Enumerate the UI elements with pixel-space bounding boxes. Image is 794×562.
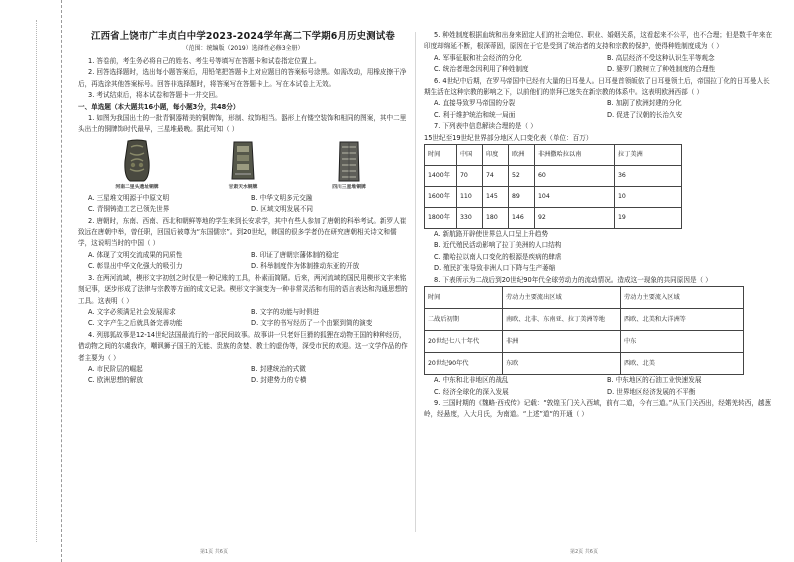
- table-cell: 20世纪90年代: [425, 353, 503, 375]
- q4-option-b[interactable]: B. 封建统治的式微: [251, 364, 306, 373]
- table-cell: 74: [483, 166, 509, 187]
- figure-sanxingdui: [303, 139, 395, 192]
- q1-option-d[interactable]: D. 区域文明发展不同: [251, 205, 314, 214]
- q1-figures: [78, 136, 408, 193]
- table-row: [425, 187, 682, 208]
- table-header-cell: 欧洲: [509, 145, 535, 166]
- q5-option-b[interactable]: B. 高层经济不受这种认识生平等观念: [607, 53, 715, 62]
- table-cell: 1400年: [425, 166, 457, 187]
- q1-options: [78, 193, 408, 216]
- q3-options: [78, 307, 408, 330]
- q8-option-b[interactable]: B. 中东地区的石油工业快速发展: [607, 376, 702, 385]
- table-cell: 20世纪七八十年代: [425, 331, 503, 353]
- q2-stem: 2. 唐朝时，东南、西南、西北和朝鲜等地的学生来到长安求学，其中有些人参加了唐朝的科举考试。新罗人崔致远在唐朝中举，曾任职，回国后被尊为“东国儒宗”。到20世纪，韩国的很多学者仍在研究唐朝相关诗文和儒学，这说明当时的中国（ ）: [78, 216, 407, 248]
- figure-erlitou: [91, 139, 183, 192]
- binding-margin: [0, 0, 62, 562]
- table-cell: 89: [509, 187, 535, 208]
- q6-option-d[interactable]: D. 促进了汉朝的长治久安: [607, 110, 683, 119]
- q8-option-c[interactable]: C. 经济全球化的深入发展: [434, 387, 509, 396]
- q2-option-a[interactable]: A. 体现了文明交流成果的同质性: [88, 250, 183, 259]
- figure-caption-1: 河南二里头遗址铜牌: [115, 184, 159, 190]
- table-cell: 330: [457, 208, 483, 229]
- table-cell: 西欧、北美: [621, 353, 744, 375]
- column-divider: [415, 32, 416, 532]
- table-header-cell: 拉丁美洲: [615, 145, 682, 166]
- q1-option-b[interactable]: B. 中华文明多元交融: [251, 193, 313, 202]
- q7-stem: 7. 下列表中信息解读合理的是（ ）: [434, 122, 537, 131]
- table-cell: 中东: [621, 331, 744, 353]
- q6-option-a[interactable]: A. 直接导致罗马帝国的分裂: [434, 99, 516, 108]
- table-cell: 南欧、北非、东南亚、拉丁美洲等地: [503, 309, 621, 331]
- table-cell: 10: [615, 187, 682, 208]
- q8-stem: 8. 下表所示为二战后到20世纪90年代全球劳动力的流动情况。造成这一现象的共同原因是（ ）: [434, 275, 712, 284]
- table-cell: 二战后初期: [425, 309, 503, 331]
- q3-option-a[interactable]: A. 文字必须满足社会发展需求: [88, 307, 176, 316]
- table-cell: 145: [483, 187, 509, 208]
- q4-stem: 4. 列那狐故事是12-14世纪法国最流行的一部民间故事。故事讲一只老奸巨猾的狐狸在动物王国的种种经历，借动物之间的尔虞我诈，嘲讽狮子国王的无能、贵族的贪婪、教士的虚伪等，深受市民的欢迎。这一文学作品的作者主要为（ ）: [78, 330, 408, 362]
- note-3: 3. 考试结束后，将本试卷和答题卡一并交回。: [88, 91, 222, 100]
- q8-option-d[interactable]: D. 世界地区经济发展的不平衡: [607, 387, 696, 396]
- q4-option-c[interactable]: C. 欧洲思想的解放: [88, 376, 143, 385]
- table-cell: 60: [535, 166, 615, 187]
- table-cell: 1800年: [425, 208, 457, 229]
- labor-flow-table: [424, 286, 744, 375]
- table-header-cell: 劳动力主要流入区域: [621, 287, 744, 309]
- table-cell: 东欧: [503, 353, 621, 375]
- table-cell: 52: [509, 166, 535, 187]
- table-header-cell: 劳动力主要流出区域: [503, 287, 621, 309]
- q7-option-a[interactable]: A. 新航路开辟使世界总人口呈上升趋势: [434, 230, 549, 239]
- q6-option-b[interactable]: B. 加剧了欧洲封建的分化: [607, 99, 682, 108]
- q4-option-d[interactable]: D. 封建势力的专横: [251, 376, 307, 385]
- right-column: [424, 30, 774, 421]
- section-heading: 一、单选题（本大题共16小题，每小题3分，共48分）: [78, 102, 240, 111]
- table-cell: 36: [615, 166, 682, 187]
- table-cell: 110: [457, 187, 483, 208]
- q8-options: [424, 375, 774, 398]
- q5-option-a[interactable]: A. 军事征服和社会经济的分化: [434, 53, 522, 62]
- figure-caption-3: 四川三星堆铜牌: [332, 184, 366, 190]
- exam-title: 江西省上饶市广丰贞白中学2023-2024学年高二下学期6月历史测试卷: [91, 31, 395, 42]
- q3-option-c[interactable]: C. 文字产生之后就具备完善功能: [88, 319, 183, 328]
- table-row: [425, 166, 682, 187]
- table-row: [425, 208, 682, 229]
- table-cell: 19: [615, 208, 682, 229]
- q1-option-c[interactable]: C. 青铜铸造工艺已领先世界: [88, 205, 170, 214]
- figure-caption-2: 甘肃天水铜牌: [228, 184, 258, 190]
- bronze-plaque-sanxingdui: [337, 139, 361, 183]
- table-row: [425, 353, 744, 375]
- table-cell: 1600年: [425, 187, 457, 208]
- q2-option-c[interactable]: C. 彰显出中华文化强大的吸引力: [88, 262, 183, 271]
- population-table: [424, 144, 682, 229]
- bronze-plaque-erlitou: [122, 139, 152, 183]
- q7-option-b[interactable]: B. 近代殖民活动影响了拉丁美洲的人口结构: [434, 241, 562, 250]
- q7-option-c[interactable]: C. 撒哈拉以南人口变化的根源是疾病的肆虐: [434, 252, 562, 261]
- table-header-row: [425, 287, 744, 309]
- table-header-cell: 时间: [425, 145, 457, 166]
- table-cell: 180: [483, 208, 509, 229]
- bronze-plaque-tianshui: [229, 139, 257, 183]
- q2-option-b[interactable]: B. 印证了唐朝宗藩体制的稳定: [251, 250, 339, 259]
- table-cell: 西欧、北美和大洋洲等: [621, 309, 744, 331]
- q3-option-d[interactable]: D. 文字的书写经历了一个由繁到简的演变: [251, 319, 373, 328]
- note-2: 2. 回答选择题时，选出每小题答案后，用铅笔把答题卡上对应题目的答案标号涂黑。如需改动，用橡皮擦干净后，再选涂其他答案标号。回答非选择题时，将答案写在答题卡上。写在本试卷上无效。: [78, 68, 407, 88]
- q5-option-c[interactable]: C. 统治者理念因利用了种姓制度: [434, 65, 529, 74]
- table-cell: 146: [509, 208, 535, 229]
- q3-option-b[interactable]: B. 文字的功能与时俱进: [251, 307, 320, 316]
- q4-options: [78, 364, 408, 387]
- table-cell: 非洲: [503, 331, 621, 353]
- exam-subtitle: （范围：统编版（2019）选择性必修3全册）: [182, 45, 304, 52]
- q9-stem: 9. 三国时期的《魏略·西戎传》记载：“敦煌玉门关入西域，前有二道，今有三道。”从玉门关西出，经婼羌转西，越葱岭，经悬度，入大月氏，为南道。“上述”道“的开通（ ）: [424, 398, 772, 419]
- q5-stem: 5. 种姓制度根据血统和出身来固定人们的社会地位、职业、婚姻关系，这看起来不公平，也不合理；但是数千年来在印度却绵延不断，根深蒂固，原因在于它是受到了统治者的支持和宗教的保护，使得种姓制度成为（ ）: [424, 31, 773, 51]
- table-cell: 70: [457, 166, 483, 187]
- q7-option-d[interactable]: D. 殖民扩张导致非洲人口下降与生产萎缩: [434, 264, 556, 273]
- q7-table-caption: 15世纪至19世纪世界部分地区人口变化表（单位：百万）: [424, 133, 593, 142]
- figure-tianshui: [197, 139, 289, 192]
- table-header-cell: 中国: [457, 145, 483, 166]
- q8-option-a[interactable]: A. 中东和北非地区的战乱: [434, 376, 509, 385]
- q7-options: [424, 229, 774, 275]
- q6-option-c[interactable]: C. 利于维护统治和统一局面: [434, 110, 516, 119]
- page-number-left: 第1页 共6页: [200, 549, 228, 555]
- q1-stem: 1. 如图为我国出土的一批青铜器精美的铜牌饰，形制、纹饰相当。器形上有镂空装饰和相同的图案，其中二里头出土的铜牌饰时代最早，三星堆最晚。据此可知（ ）: [78, 114, 407, 134]
- table-row: [425, 309, 744, 331]
- q1-option-a[interactable]: A. 三星堆文明源于中原文明: [88, 193, 170, 202]
- table-header-cell: 印度: [483, 145, 509, 166]
- q3-stem: 3. 在两河流域，楔形文字初创之时仅是一种记账的工具，朴素而简陋。后来，两河流域的国民用楔形文字来铭刻记事，逐步形成了法律与宗教等方面的成文记录。楔形文字演变为一种非常灵活和有用的语言表达和沟通思想的工具。这表明（ ）: [78, 273, 408, 305]
- q2-options: [78, 250, 408, 273]
- q5-options: [424, 53, 774, 76]
- table-header-row: [425, 145, 682, 166]
- page-number-right: 第2页 共6页: [570, 549, 598, 555]
- table-cell: 92: [535, 208, 615, 229]
- q6-stem: 6. 4世纪中后期，在罗马帝国中已经有大量的日耳曼人。日耳曼首领皈依了日耳曼领土后，帝国拉丁化的日耳曼人长期生活在这种宗教的影响之下，以前他们的崇拜已迷失在新宗教的体系中。这表明欧洲西部（ ）: [424, 76, 770, 97]
- table-cell: 104: [535, 187, 615, 208]
- table-row: [425, 331, 744, 353]
- table-header-cell: 非洲撒哈拉以南: [535, 145, 615, 166]
- table-header-cell: 时间: [425, 287, 503, 309]
- q2-option-d[interactable]: D. 科举制度作为体制推动东亚的开放: [251, 262, 360, 271]
- q6-options: [424, 98, 774, 121]
- note-1: 1. 答卷前，考生务必将自己的姓名、考生号等填写在答题卡和试卷指定位置上。: [88, 57, 321, 65]
- q5-option-d[interactable]: D. 婆罗门教树立了种姓制度的合理性: [607, 65, 716, 74]
- left-column: [78, 30, 408, 387]
- q4-option-a[interactable]: A. 市民阶层的崛起: [88, 364, 143, 373]
